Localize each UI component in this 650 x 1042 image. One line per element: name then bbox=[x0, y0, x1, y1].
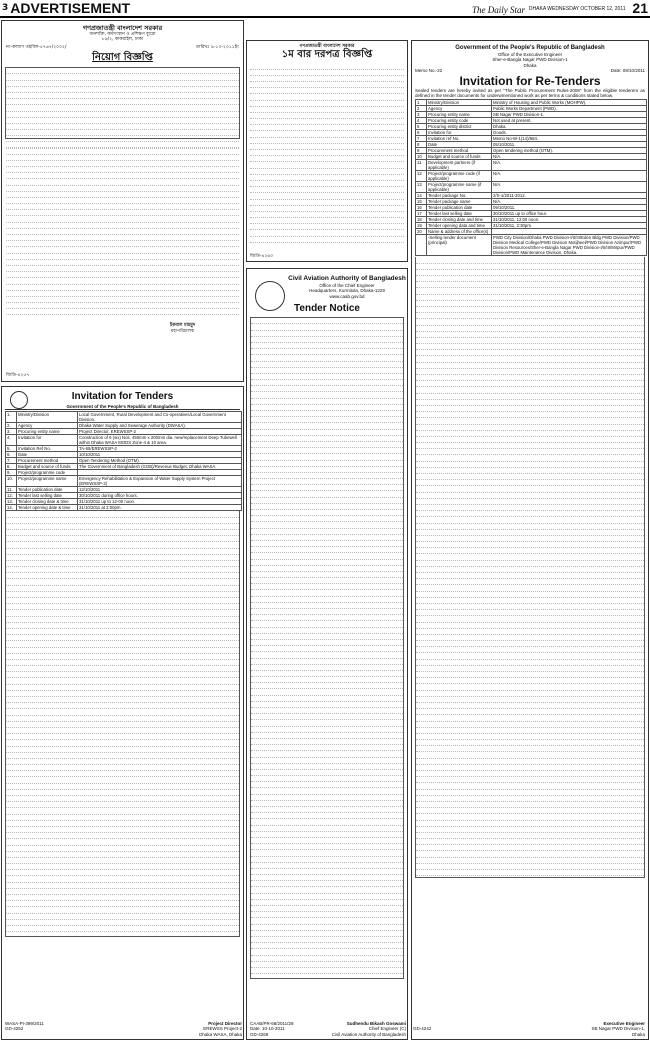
row-number: 10 bbox=[416, 154, 427, 160]
row-number: 7. bbox=[6, 458, 17, 464]
notice-date: তারিখঃ ৯-১০-২০১১ইং bbox=[195, 44, 239, 50]
row-number: 3. bbox=[6, 429, 17, 435]
row-value: N/A. bbox=[492, 199, 647, 205]
row-value: N/A. bbox=[492, 160, 647, 171]
table-row bbox=[416, 182, 647, 193]
bn-tender-body bbox=[250, 63, 404, 248]
pwd-memo: Memo No.-22 bbox=[415, 68, 443, 74]
caab-code: CAAB/PR-68/2011/28 bbox=[250, 1020, 294, 1026]
row-value: Dhaka. bbox=[492, 124, 647, 130]
row-label: Project/programme code (if applicable) bbox=[427, 171, 492, 182]
recruitment-notice bbox=[1, 20, 244, 382]
dwasa-ref: WASA-PI-399/2011 bbox=[5, 1020, 44, 1026]
caab-table bbox=[250, 317, 404, 979]
row-number: 14 bbox=[416, 193, 427, 199]
row-number: 15 bbox=[416, 199, 427, 205]
row-value: Not used at present. bbox=[492, 118, 647, 124]
page-number: 3 bbox=[2, 3, 9, 13]
dwasa-sign-role: Project Director bbox=[208, 1020, 242, 1026]
row-number: 3 bbox=[416, 112, 427, 118]
row-label: Tender opening date & time bbox=[17, 505, 78, 511]
row-number: 20 bbox=[416, 229, 427, 235]
notice-sign-name: ইকবাল মাহমুদ bbox=[169, 323, 196, 329]
row-number: 9 bbox=[416, 148, 427, 154]
row-label: Tender opening data and time bbox=[427, 223, 492, 229]
dwasa-sign-org: EREWSS Project-2 bbox=[203, 1026, 242, 1032]
caab-sign-role: Chief Engineer (C) bbox=[368, 1026, 406, 1032]
row-number: 6. bbox=[6, 452, 17, 458]
row-label: Ministry/Division bbox=[427, 100, 492, 106]
row-number: 1 bbox=[416, 100, 427, 106]
row-number: 17 bbox=[416, 211, 427, 217]
row-number: 11. bbox=[6, 487, 17, 493]
row-value: N/A. bbox=[492, 182, 647, 193]
row-value: 10/10/2011 bbox=[78, 452, 242, 458]
row-label: Tender publication date bbox=[427, 205, 492, 211]
pwd-gd: GD-4242 bbox=[413, 1026, 432, 1032]
table-row bbox=[6, 505, 242, 511]
row-value: Open Tendering Method (OTM). bbox=[78, 458, 242, 464]
row-label: Project/programme code bbox=[17, 470, 78, 476]
row-number: 4 bbox=[416, 118, 427, 124]
row-value: Dhaka Water Supply and Sewerage Authority (DWASA). bbox=[78, 423, 242, 429]
table-row bbox=[6, 412, 242, 423]
notice-dept: জনশক্তি, কর্মসংস্থান ও প্রশিক্ষণ ব্যুরো bbox=[89, 32, 156, 37]
paper-name: The Daily Star bbox=[472, 5, 526, 15]
table-row bbox=[6, 464, 242, 470]
pwd-intro: Sealed tenders are hereby invited as per "The Public Procurement Rules-2008" from the eligible tenderers as defined in the tender documents for underwmentioned work as per terms & conditions stated below. bbox=[415, 87, 645, 99]
notice-memo: নং-কল্যাণ তহবিল-৫৭৬৭/২০০২/ bbox=[6, 44, 67, 50]
row-number: 8. bbox=[6, 464, 17, 470]
caab-logo-icon bbox=[255, 281, 285, 311]
section-title: ADVERTISEMENT bbox=[10, 0, 131, 16]
pwd-sign-role: Executive Engineer bbox=[603, 1020, 645, 1026]
row-label: Procuring entity district bbox=[427, 124, 492, 130]
pwd-invitation bbox=[411, 40, 649, 1040]
page-header bbox=[0, 0, 650, 18]
dwasa-table-continued bbox=[5, 511, 240, 937]
row-label: Procuring entity code bbox=[427, 118, 492, 124]
row-label: Tender last selling date bbox=[427, 211, 492, 217]
dwasa-invitation bbox=[1, 386, 244, 1040]
row-number: 12. bbox=[6, 493, 17, 499]
table-row bbox=[6, 435, 242, 446]
row-value: N/A. bbox=[492, 154, 647, 160]
page-number-right: 21 bbox=[632, 0, 648, 16]
pwd-r20-label: -Selling tender document (principal) bbox=[427, 235, 492, 256]
caab-title: Tender Notice bbox=[294, 303, 360, 315]
row-value: 30/10/2011 up to office hour. bbox=[492, 211, 647, 217]
row-number: 13 bbox=[416, 182, 427, 193]
row-label: Name & address of the office(s) bbox=[427, 229, 492, 235]
caab-name: Civil Aviation Authority of Bangladesh bbox=[288, 275, 406, 282]
row-label: Procuring entity name bbox=[427, 112, 492, 118]
row-number: 2. bbox=[6, 423, 17, 429]
row-number: 7 bbox=[416, 136, 427, 142]
row-label: Tender closing date and time bbox=[427, 217, 492, 223]
notice-title: নিয়োগ বিজ্ঞপ্তি bbox=[92, 52, 153, 64]
dwasa-sign-place: Dhaka WASA, Dhaka bbox=[199, 1031, 242, 1037]
row-value: Emergency Rehabilitation & Expansion of Water Supply System Project (EREWSSP-2) bbox=[78, 476, 242, 487]
row-value: Project Director, EREWSSP-2 bbox=[78, 429, 242, 435]
row-value: TA-65/EREWSSP-2 bbox=[78, 446, 242, 452]
bn-tender-title: ১ম বার দরপত্র বিজ্ঞপ্তি bbox=[247, 49, 407, 61]
row-label: Date bbox=[427, 142, 492, 148]
row-value: Memo No-W-1(14)/684. bbox=[492, 136, 647, 142]
row-number: 10. bbox=[6, 476, 17, 487]
dwasa-logo-icon bbox=[10, 391, 28, 409]
dwasa-title: Invitation for Tenders bbox=[71, 391, 174, 402]
row-number: 16 bbox=[416, 205, 427, 211]
row-value: N/A. bbox=[492, 171, 647, 182]
issue-date: DHAKA WEDNESDAY OCTOBER 12, 2011 bbox=[528, 6, 626, 13]
caab-web: www.caab.gov.bd bbox=[329, 293, 365, 299]
row-value: The Government of Bangladesh (GOB)/Revenue Budget, Dhaka WASA. bbox=[78, 464, 242, 470]
row-value: Public Works Department (PWD). bbox=[492, 106, 647, 112]
pwd-date: Date: 09/10/2011 bbox=[610, 68, 645, 74]
row-value: Construction of 6 (six) Nos. 450mm x 200mm dia. new/replacement Deep Tubewell within Dhaka WASA MODS Zone-4 & 10 area. bbox=[78, 435, 242, 446]
row-label: Tender package name bbox=[427, 199, 492, 205]
row-number: 18 bbox=[416, 217, 427, 223]
pwd-city: Dhaka bbox=[523, 62, 537, 68]
row-label: Development partners (if applicable) bbox=[427, 160, 492, 171]
caab-code-date: Date: 10-10-2011 bbox=[250, 1026, 285, 1032]
row-label: Project/programme name (if applicable) bbox=[427, 182, 492, 193]
row-number: 4. bbox=[6, 435, 17, 446]
caab-hq: Headquarters, Kurmitola, Dhaka-1229 bbox=[309, 288, 385, 294]
row-number: 6 bbox=[416, 130, 427, 136]
row-label: Invitation for bbox=[427, 130, 492, 136]
row-number: 14. bbox=[6, 505, 17, 511]
row-value: Local Government, Rural Development and Co-operatives/Local Government Division. bbox=[78, 412, 242, 423]
row-label: Tender closing date & time bbox=[17, 499, 78, 505]
pwd-table bbox=[415, 99, 647, 256]
pwd-table-continued bbox=[415, 257, 645, 878]
row-label: Tender last selling date bbox=[17, 493, 78, 499]
notice-address: ৮৯/২, কাকরাইল, ঢাকা bbox=[101, 37, 144, 43]
row-value: 05/10/2011. bbox=[492, 142, 647, 148]
row-label: Date bbox=[17, 452, 78, 458]
row-number: 5 bbox=[416, 124, 427, 130]
row-label: Procuring entity name bbox=[17, 429, 78, 435]
row-label: Invitation ref No. bbox=[427, 136, 492, 142]
row-value: Goods. bbox=[492, 130, 647, 136]
row-value: 2/S-1/2011-2012. bbox=[492, 193, 647, 199]
pwd-div: Sher-e-Bangla Nagar PWD Division-1 bbox=[492, 57, 568, 63]
caab-sign-name: Sudhendu Bikash Goswami bbox=[346, 1020, 406, 1026]
row-value: 31/10/2011 at 2:00pm. bbox=[78, 505, 242, 511]
row-value: 31/10/2011 up to 12-00 noon. bbox=[78, 499, 242, 505]
row-value: 30/10/2011 during office hours. bbox=[78, 493, 242, 499]
caab-gd: GD-4268 bbox=[250, 1031, 269, 1037]
row-label: Ministry/Division bbox=[17, 412, 78, 423]
row-value: 12/10/2011 bbox=[78, 487, 242, 493]
pwd-sign-city: Dhaka bbox=[631, 1031, 645, 1037]
dwasa-gov: Government of the People's Republic of Bangladesh bbox=[5, 404, 240, 410]
table-row bbox=[6, 476, 242, 487]
row-label: Procurement method bbox=[17, 458, 78, 464]
row-label: Invitation for bbox=[17, 435, 78, 446]
notice-gov: গণপ্রজাতন্ত্রী বাংলাদেশ সরকার bbox=[82, 24, 163, 32]
notice-table bbox=[5, 67, 240, 139]
row-number: 12 bbox=[416, 171, 427, 182]
dwasa-table bbox=[5, 411, 242, 511]
notice-sign-role: মহাপরিচালক bbox=[170, 328, 195, 334]
row-label: Budget and source of funds bbox=[427, 154, 492, 160]
pwd-title: Invitation for Re-Tenders bbox=[459, 73, 601, 88]
row-value: 09/10/2011. bbox=[492, 205, 647, 211]
notice-code: জিডি-৪২৫৭ bbox=[6, 372, 30, 378]
notice-body bbox=[6, 142, 239, 317]
pwd-r20-value: PWD City Division/Dhaka PWD Division-I/II/III/Eden Bldg PWD Division/PWD Division Medical College/PWD Division Motijheel/PWD Division Azimpur/PWD Division Resources/Sher-e-Bangla Nagar PWD Division-I/II/III/Mirpur/PWD Division/PWD Maintenance Division, Dhaka. bbox=[492, 235, 647, 256]
bengali-tender-notice bbox=[246, 40, 408, 262]
table-row bbox=[416, 160, 647, 171]
row-label: Invitation Ref No. bbox=[17, 446, 78, 452]
row-label: Tender package No. bbox=[427, 193, 492, 199]
pwd-gov: Government of the People's Republic of Bangladesh bbox=[455, 45, 605, 51]
row-number: 9. bbox=[6, 470, 17, 476]
row-value: 31/10/2011, 2:30pm. bbox=[492, 223, 647, 229]
caab-office: Office of the Chief Engineer bbox=[319, 283, 375, 288]
bn-tender-gov: গণপ্রজাতন্ত্রী বাংলাদেশ সরকার bbox=[299, 44, 355, 49]
dwasa-gd: GD-4252 bbox=[5, 1026, 24, 1032]
row-number: 8 bbox=[416, 142, 427, 148]
pwd-sign-div: SB Nagar PWD Division-1, bbox=[591, 1026, 645, 1032]
row-value: SB Nagar PWD Division-1. bbox=[492, 112, 647, 118]
row-value: Open tendering method (OTM). bbox=[492, 148, 647, 154]
row-label: Tender publication date bbox=[17, 487, 78, 493]
row-label: Agency bbox=[427, 106, 492, 112]
caab-sign-org: Civil Aviation Authority of Bangladesh bbox=[331, 1031, 406, 1037]
row-number: 2 bbox=[416, 106, 427, 112]
caab-tender-notice bbox=[246, 268, 408, 1040]
row-number: 13. bbox=[6, 499, 17, 505]
pwd-office: Office of the Executive Engineer bbox=[497, 52, 563, 57]
bn-tender-code: জিডি-৪২৬০ bbox=[250, 253, 274, 259]
row-label: Procurement method bbox=[427, 148, 492, 154]
row-label: Budget and source of funds bbox=[17, 464, 78, 470]
row-number: 11 bbox=[416, 160, 427, 171]
row-number: 19 bbox=[416, 223, 427, 229]
row-number: 5. bbox=[6, 446, 17, 452]
table-row bbox=[416, 171, 647, 182]
row-number: 1. bbox=[6, 412, 17, 423]
row-label: Agency bbox=[17, 423, 78, 429]
table-row bbox=[416, 235, 647, 256]
row-label: Project/programme name bbox=[17, 476, 78, 487]
row-value: Ministry of Housing and Public Works (MOHPW). bbox=[492, 100, 647, 106]
row-value: 31/10/2011, 12:00 noon. bbox=[492, 217, 647, 223]
